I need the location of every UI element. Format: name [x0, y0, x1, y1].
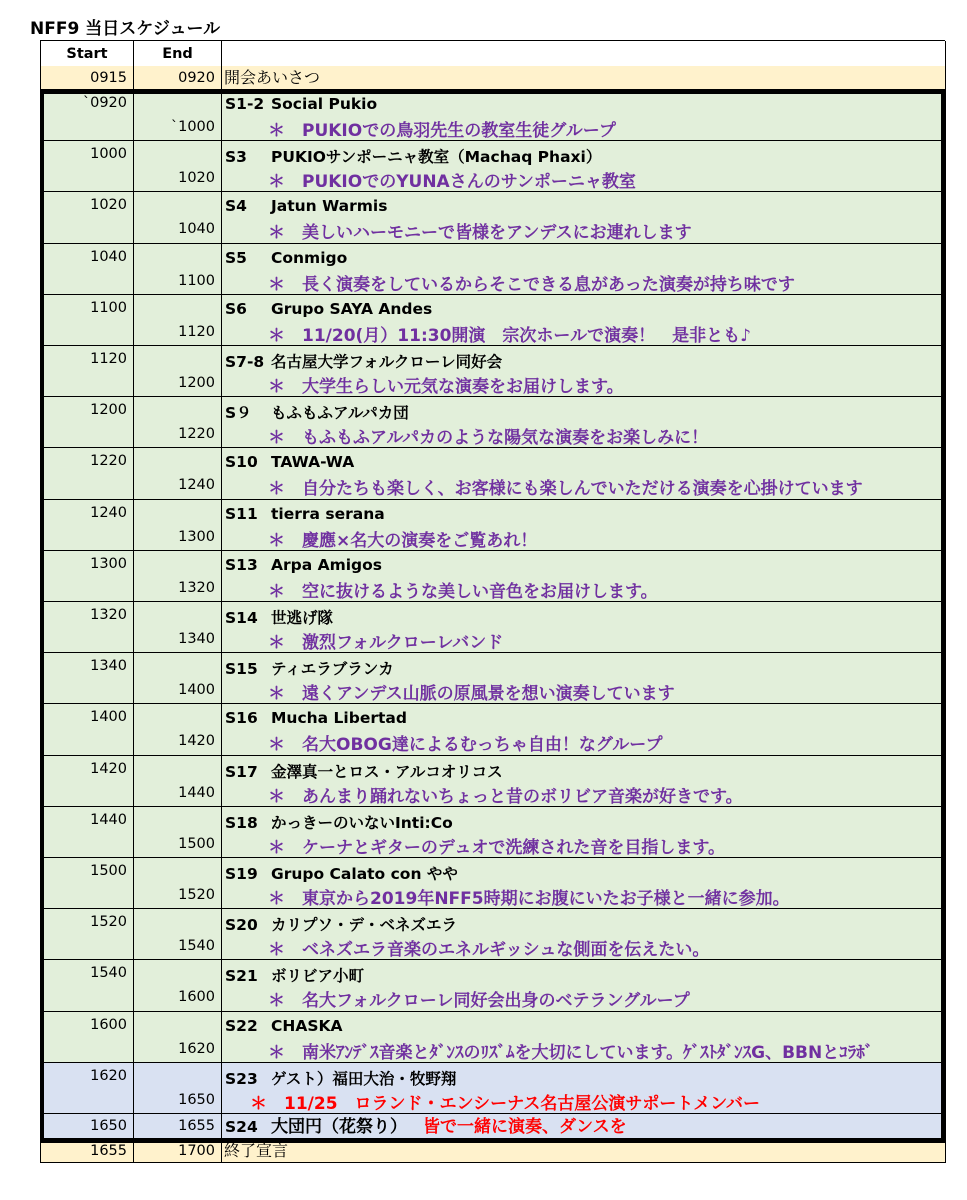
session-title-line — [225, 1067, 456, 1089]
session-program — [222, 653, 946, 704]
session-note: ＊ 11/20(月）11:30開演 宗次ホールで演奏！ 是非とも♪ — [268, 325, 751, 346]
session-code: S22 — [225, 1016, 258, 1035]
session-note: ＊ 遠くアンデス山脈の原風景を想い演奏しています — [268, 684, 675, 705]
session-row — [40, 141, 945, 192]
session-start: 1400 — [41, 704, 134, 755]
session-note: ＊ 自分たちも楽しく、お客様にも楽しんでいただける演奏を心掛けています — [268, 479, 863, 500]
session-title-line — [225, 1016, 343, 1035]
session-end: 1340 — [134, 602, 222, 653]
session-name: かっきーのいないInti:Co — [271, 813, 453, 832]
session-code: S17 — [225, 762, 258, 781]
session-end: 1440 — [134, 756, 222, 807]
session-start: `0920 — [41, 90, 134, 141]
session-note: ＊ 美しいハーモニーで皆様をアンデスにお連れします — [268, 223, 692, 244]
session-note: ＊ PUKIOでのYUNAさんのサンポーニャ教室 — [268, 172, 636, 193]
session-start: 1100 — [41, 295, 134, 346]
session-program — [222, 551, 946, 602]
header-start: Start — [41, 41, 134, 67]
session-code: S18 — [225, 813, 258, 832]
session-code: S1-2 — [225, 95, 265, 113]
session-end: 1100 — [134, 244, 222, 295]
session-title-line — [225, 606, 333, 628]
opening-end: 0920 — [134, 66, 222, 90]
session-row — [40, 448, 945, 499]
finale-program — [222, 1114, 946, 1139]
session-start: 1000 — [41, 141, 134, 192]
session-start: 1540 — [41, 960, 134, 1011]
session-start: 1040 — [41, 244, 134, 295]
session-end: 1040 — [134, 192, 222, 243]
session-program — [222, 244, 946, 295]
session-title-line — [225, 760, 503, 782]
closing-start: 1655 — [41, 1139, 134, 1163]
session-row — [40, 500, 945, 551]
session-title-line — [225, 657, 394, 679]
session-row — [40, 653, 945, 704]
session-code: S7-8 — [225, 353, 265, 371]
session-row — [40, 1063, 945, 1114]
session-end: 1540 — [134, 909, 222, 960]
session-note: ＊ 空に抜けるような美しい音色をお届けします。 — [268, 581, 658, 602]
session-end: 1220 — [134, 397, 222, 448]
session-note: ＊ 長く演奏をしているからそこできる息があった演奏が持ち味です — [268, 274, 795, 295]
session-end: 1500 — [134, 807, 222, 858]
session-start: 1600 — [41, 1012, 134, 1063]
session-end: 1600 — [134, 960, 222, 1011]
session-name: 世逃げ隊 — [271, 609, 334, 627]
session-code: S4 — [225, 197, 247, 216]
session-row — [40, 960, 945, 1011]
session-note: ＊ もふもふアルパカのような陽気な演奏をお楽しみに！ — [268, 428, 709, 449]
session-title-line — [225, 708, 407, 727]
session-code: S21 — [225, 967, 258, 986]
session-code: S23 — [225, 1069, 258, 1088]
session-row — [40, 295, 945, 346]
session-end: 1300 — [134, 500, 222, 551]
session-row — [40, 551, 945, 602]
session-name: Grupo SAYA Andes — [271, 299, 433, 318]
session-row — [40, 602, 945, 653]
session-end: `1000 — [134, 90, 222, 141]
session-title-line — [225, 145, 601, 167]
session-program — [222, 346, 946, 397]
session-title-line — [225, 504, 385, 523]
session-note: ＊ 大学生らしい元気な演奏をお届けします。 — [268, 377, 624, 397]
session-note: ＊ 11/25 ロランド・エンシーナス名古屋公演サポートメンバー — [250, 1093, 761, 1114]
session-code: S９ — [225, 404, 252, 423]
opening-start: 0915 — [41, 66, 134, 90]
closing-end: 1700 — [134, 1139, 222, 1163]
session-title-line — [225, 452, 354, 471]
session-name: Jatun Warmis — [271, 197, 388, 216]
session-title-line — [225, 555, 382, 574]
session-program — [222, 141, 946, 192]
session-note: ＊ ベネズエラ音楽のエネルギッシュな側面を伝えたい。 — [268, 940, 710, 961]
session-title-line — [225, 964, 364, 986]
session-name: ティエラブランカ — [271, 660, 394, 679]
session-row — [40, 346, 945, 397]
session-start: 1500 — [41, 858, 134, 909]
session-row — [40, 192, 945, 243]
session-code: S14 — [225, 609, 258, 627]
session-name: tierra serana — [271, 504, 385, 523]
closing-row — [40, 1139, 945, 1163]
session-program — [222, 295, 946, 346]
schedule-table — [40, 40, 945, 1173]
session-program — [222, 704, 946, 755]
session-end: 1400 — [134, 653, 222, 704]
session-start: 1440 — [41, 807, 134, 858]
session-name: もふもふアルパカ団 — [271, 404, 409, 423]
session-start: 1620 — [41, 1063, 134, 1114]
session-end: 1650 — [134, 1063, 222, 1114]
session-row — [40, 858, 945, 909]
session-title-line — [225, 401, 409, 423]
session-row — [40, 756, 945, 807]
session-name: カリプソ・デ・ベネズエラ — [271, 916, 458, 935]
session-start: 1020 — [41, 192, 134, 243]
session-name: ゲスト）福田大治・牧野翔 — [271, 1069, 457, 1088]
session-code: S19 — [225, 865, 258, 883]
session-note: ＊ PUKIOでの鳥羽先生の教室生徒グループ — [268, 121, 616, 141]
session-end: 1420 — [134, 704, 222, 755]
session-program — [222, 909, 946, 960]
session-program — [222, 448, 946, 499]
session-program — [222, 397, 946, 448]
session-row — [40, 807, 945, 858]
session-title-line — [225, 196, 387, 215]
finale-name: 大団円（花祭り） — [271, 1117, 407, 1137]
session-code: S10 — [225, 453, 258, 472]
session-name: ボリビア小町 — [271, 967, 365, 986]
session-title-line — [225, 299, 432, 318]
session-title-line — [225, 350, 502, 372]
header-program — [222, 41, 946, 67]
session-note: ＊ 名大OBOG達によるむっちゃ自由！なグループ — [268, 735, 663, 756]
opening-row — [40, 66, 945, 90]
session-code: S5 — [225, 248, 247, 267]
opening-label: 開会あいさつ — [222, 66, 946, 90]
session-code: S11 — [225, 504, 258, 523]
session-program — [222, 192, 946, 243]
session-note: ＊ ケーナとギターのデュオで洗練された音を目指します。 — [268, 837, 725, 858]
session-end: 1620 — [134, 1012, 222, 1063]
session-end: 1320 — [134, 551, 222, 602]
session-note: ＊ 慶應×名大の演奏をご覧あれ！ — [268, 530, 538, 551]
header-end: End — [134, 41, 222, 67]
session-name: Grupo Calato con やや — [271, 865, 458, 883]
session-code: S6 — [225, 299, 247, 318]
session-start: 1220 — [41, 448, 134, 499]
session-start: 1320 — [41, 602, 134, 653]
session-end: 1520 — [134, 858, 222, 909]
session-start: 1300 — [41, 551, 134, 602]
session-code: S3 — [225, 148, 247, 167]
session-name: Arpa Amigos — [271, 555, 383, 574]
header-row — [40, 40, 945, 66]
session-program — [222, 602, 946, 653]
finale-row — [40, 1114, 945, 1139]
session-name: 金澤真一とロス・アルコオリコス — [271, 762, 503, 781]
session-row — [40, 1012, 945, 1063]
session-note: ＊ あんまり踊れないちょっと昔のボリビア音楽が好きです。 — [268, 786, 743, 807]
session-row — [40, 244, 945, 295]
session-end: 1020 — [134, 141, 222, 192]
session-title-line — [225, 862, 458, 884]
session-note: ＊ 南米ｱﾝﾃﾞｽ音楽とﾀﾞﾝｽのﾘｽﾞﾑを大切にしています。ｹﾞｽﾄﾀﾞﾝｽG、BBNとｺﾗﾎﾞ — [268, 1042, 874, 1063]
session-name: CHASKA — [271, 1016, 343, 1035]
session-row — [40, 704, 945, 755]
session-name: PUKIOサンポーニャ教室（Machaq Phaxi） — [271, 148, 602, 167]
session-code: S20 — [225, 916, 258, 935]
session-code: S16 — [225, 709, 258, 728]
closing-label: 終了宣言 — [222, 1139, 946, 1163]
session-title-line — [225, 913, 457, 935]
session-name: TAWA-WA — [271, 453, 355, 472]
session-start: 1420 — [41, 756, 134, 807]
session-start: 1340 — [41, 653, 134, 704]
finale-end: 1655 — [134, 1114, 222, 1139]
session-program — [222, 500, 946, 551]
session-program — [222, 858, 946, 909]
session-program — [222, 960, 946, 1011]
session-end: 1240 — [134, 448, 222, 499]
session-code: S15 — [225, 660, 258, 679]
session-code: S13 — [225, 555, 258, 574]
session-program — [222, 807, 946, 858]
finale-start: 1650 — [41, 1114, 134, 1139]
session-note: ＊ 激烈フォルクローレバンド — [268, 633, 504, 653]
session-note: ＊ 東京から2019年NFF5時期にお腹にいたお子様と一緒に参加。 — [268, 889, 790, 909]
session-start: 1520 — [41, 909, 134, 960]
session-row — [40, 909, 945, 960]
session-title-line — [225, 248, 347, 267]
session-program — [222, 1012, 946, 1063]
session-name: Social Pukio — [271, 95, 378, 113]
session-start: 1240 — [41, 500, 134, 551]
session-row — [40, 90, 945, 141]
session-start: 1200 — [41, 397, 134, 448]
session-name: Conmigo — [271, 248, 348, 267]
session-title-line — [225, 94, 377, 113]
session-start: 1120 — [41, 346, 134, 397]
session-row — [40, 397, 945, 448]
session-title-line — [225, 811, 453, 833]
finale-code: S24 — [225, 1118, 258, 1136]
session-end: 1200 — [134, 346, 222, 397]
session-program — [222, 756, 946, 807]
session-note: ＊ 名大フォルクローレ同好会出身のベテラングループ — [268, 991, 690, 1012]
finale-note: 皆で一緒に演奏、ダンスを — [423, 1117, 627, 1137]
session-program — [222, 90, 946, 141]
session-name: 名古屋大学フォルクローレ同好会 — [271, 353, 503, 371]
session-end: 1120 — [134, 295, 222, 346]
session-program — [222, 1063, 946, 1114]
session-name: Mucha Libertad — [271, 709, 407, 728]
page-title: NFF9 当日スケジュール — [30, 19, 221, 39]
